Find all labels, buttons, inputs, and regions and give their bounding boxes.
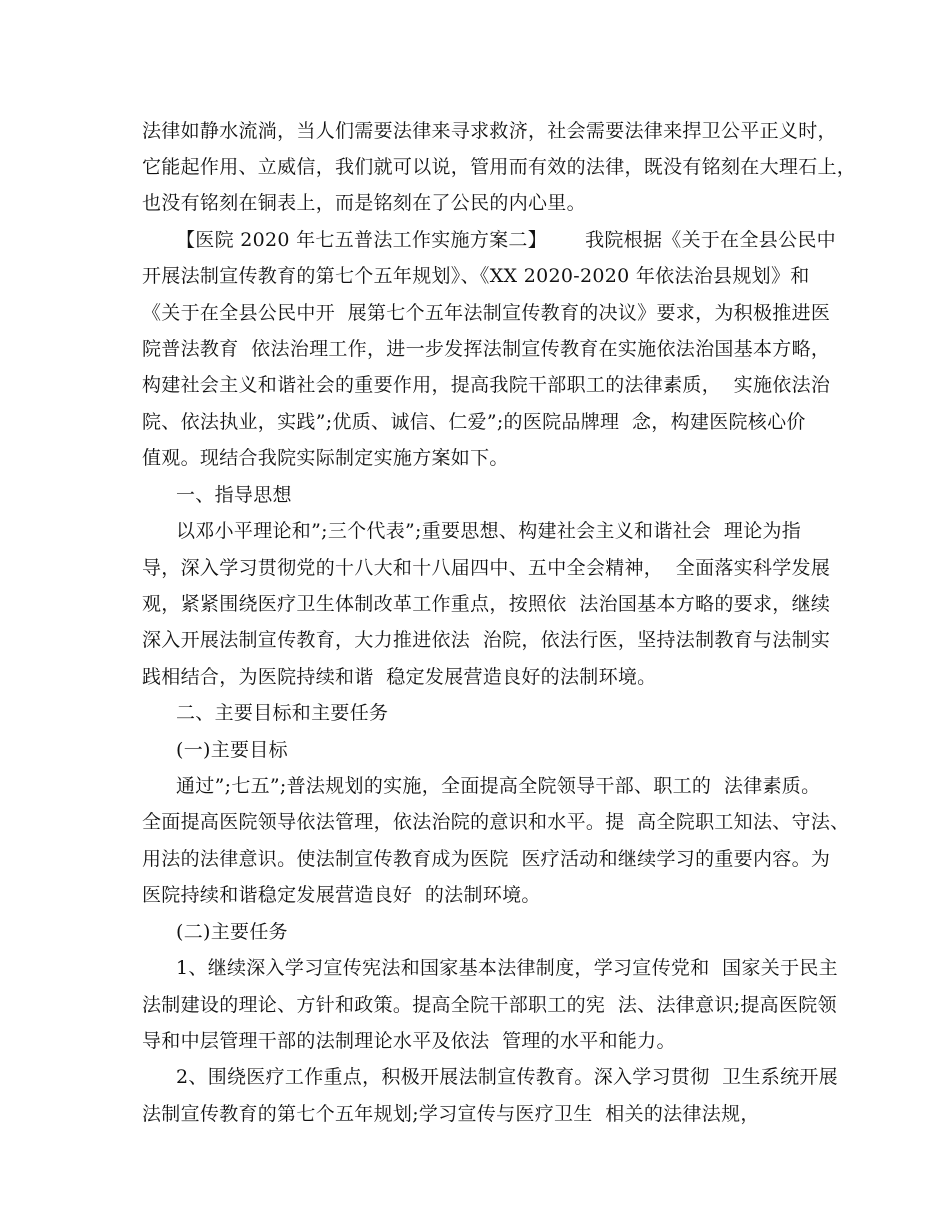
subheading-main-tasks: (二)主要任务 <box>176 921 288 943</box>
text-line: 开展法制宣传教育的第七个五年规划》、《XX 2020-2020 年依法治县规划》和 <box>142 265 810 287</box>
text-line: 践相结合，为医院持续和谐 稳定发展营造良好的法制环境。 <box>142 666 657 688</box>
text-line: 全面提高医院领导依法管理，依法治院的意识和水平。提 高全院职工知法、守法、 <box>142 811 850 833</box>
subheading-main-goals: (一)主要目标 <box>176 739 288 761</box>
text-line: 用法的法律意识。使法制宣传教育成为医院 医疗活动和继续学习的重要内容。为 <box>142 848 831 870</box>
text-line: 深入开展法制宣传教育，大力推进依法 治院，依法行医，坚持法制教育与法制实 <box>142 629 831 651</box>
text-line: 导，深入学习贯彻党的十八大和十八届四中、五中全会精神， 全面落实科学发展 <box>142 557 831 579</box>
text-line: 医院持续和谐稳定发展营造良好 的法制环境。 <box>142 884 541 906</box>
text-line: 院、依法执业，实践”;优质、诚信、仁爱”;的医院品牌理 念，构建医院核心价 <box>142 411 806 433</box>
text-line: 法制宣传教育的第七个五年规划;学习宣传与医疗卫生 相关的法律法规， <box>142 1103 760 1125</box>
section-title-line: 【医院 2020 年七五普法工作实施方案二】 我院根据《关于在全县公民中 <box>176 229 836 251</box>
text-line: 通过”;七五”;普法规划的实施，全面提高全院领导干部、职工的 法律素质。 <box>176 775 821 797</box>
text-line: 也没有铭刻在铜表上，而是铭刻在了公民的内心里。 <box>142 192 586 214</box>
text-line: 法制建设的理论、方针和政策。提高全院干部职工的宪 法、法律意识;提高医院领 <box>142 994 837 1016</box>
heading-guiding-thought: 一、指导思想 <box>176 484 292 506</box>
text-line: 院普法教育 依法治理工作，进一步发挥法制宣传教育在实施依法治国基本方略， <box>142 338 831 360</box>
text-line: 导和中层管理干部的法制理论水平及依法 管理的水平和能力。 <box>142 1030 676 1052</box>
text-line: 以邓小平理论和”;三个代表”;重要思想、构建社会主义和谐社会 理论为指 <box>176 520 802 542</box>
text-line: 观，紧紧围绕医疗卫生体制改革工作重点，按照依 法治国基本方略的要求，继续 <box>142 593 831 615</box>
text-line: 值观。现结合我院实际制定实施方案如下。 <box>142 447 509 469</box>
text-line: 它能起作用、立威信，我们就可以说，管用而有效的法律，既没有铭刻在大理石上， <box>142 156 857 178</box>
text-line: 构建社会主义和谐社会的重要作用，提高我院干部职工的法律素质， 实施依法治 <box>142 374 831 396</box>
text-line: 2、围绕医疗工作重点，积极开展法制宣传教育。深入学习贯彻 卫生系统开展 <box>176 1066 838 1088</box>
heading-goals-and-tasks: 二、主要目标和主要任务 <box>176 702 389 724</box>
text-line: 《关于在全县公民中开 展第七个五年法制宣传教育的决议》要求，为积极推进医 <box>142 302 831 324</box>
text-line: 法律如静水流淌，当人们需要法律来寻求救济，社会需要法律来捍卫公平正义时， <box>142 120 837 142</box>
text-line: 1、继续深入学习宣传宪法和国家基本法律制度，学习宣传党和 国家关于民主 <box>176 957 838 979</box>
